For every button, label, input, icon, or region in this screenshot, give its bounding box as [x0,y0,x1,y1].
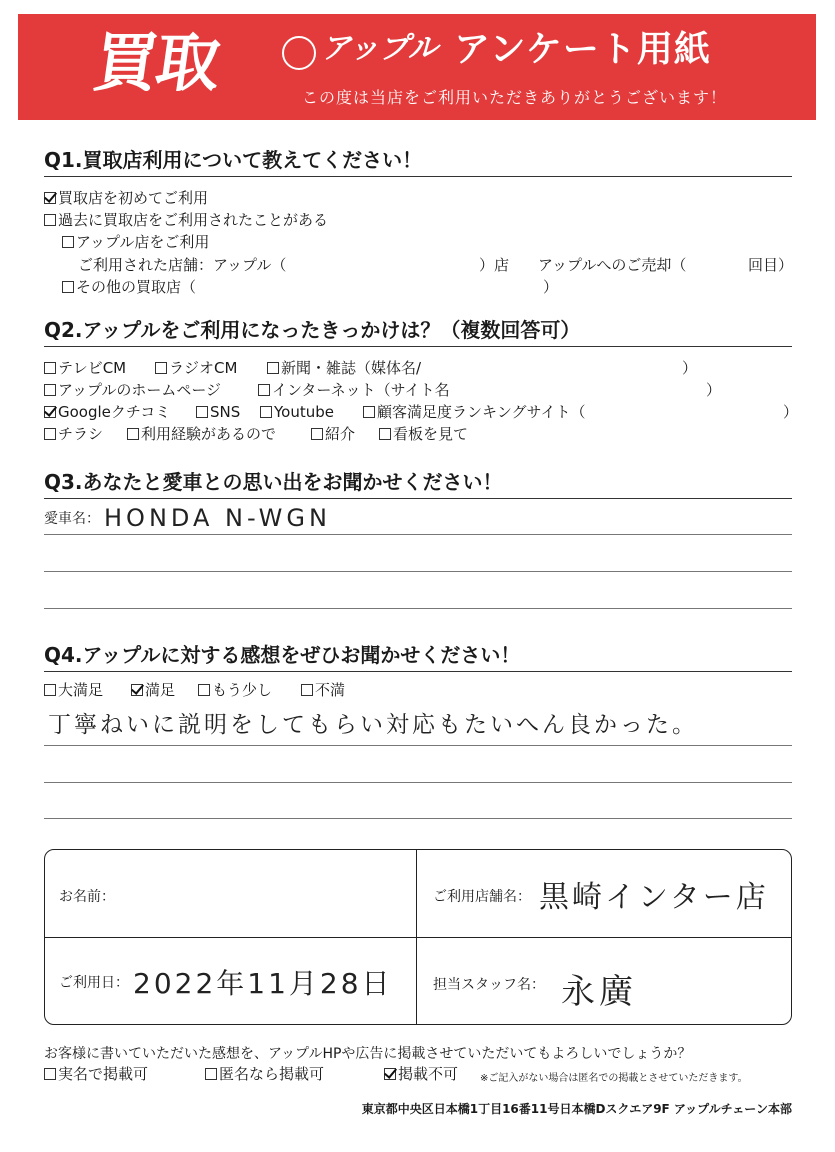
q2-internet-close: ） [706,381,722,399]
q2-option-radio[interactable]: ラジオCM [155,361,237,376]
staff-label: 担当スタッフ名： [433,977,545,993]
q2-ranking-checkbox[interactable] [363,406,375,418]
consent-option-anonymous[interactable]: 匿名なら掲載可 [205,1067,324,1082]
q2-option-homepage[interactable]: アップルのホームページ [44,383,221,398]
banner-logo-text: アップル [321,31,438,66]
q2-option-newspaper[interactable]: 新聞・雑誌（媒体名/ [267,361,421,376]
q2-newspaper-close: ） [682,359,698,377]
consent-anonymous-checkbox[interactable] [205,1068,217,1080]
q1-past-checkbox[interactable] [44,214,56,226]
q1-other-store-checkbox[interactable] [62,281,74,293]
header-banner [18,14,816,120]
banner-title: アンケート用紙 [454,29,711,70]
q2-option-internet[interactable]: インターネット（サイト名 [258,383,450,398]
q4-heading: Q4.アップルに対する感想をぜひお聞かせください！ [44,643,792,672]
consent-real-name-checkbox[interactable] [44,1068,56,1080]
q2-experience-checkbox[interactable] [127,428,139,440]
q4-a-little-more-checkbox[interactable] [198,684,210,696]
q1-option-other-store[interactable]: その他の買取店（ [62,280,196,295]
q1-other-store-close: ） [543,278,559,296]
banner-subtitle: この度は当店をご利用いただきありがとうございます！ [302,88,728,107]
q1-apple-store-checkbox[interactable] [62,236,74,248]
q3-heading: Q3.あなたと愛車との思い出をお聞かせください！ [44,470,792,499]
q2-sns-checkbox[interactable] [196,406,208,418]
consent-not-allowed-checkbox[interactable] [384,1068,396,1080]
info-divider-horizontal [45,937,791,938]
q2-option-referral[interactable]: 紹介 [311,427,355,442]
q4-comment[interactable]: 丁寧ねいに説明をしてもらい対応もたいへん良かった。 [48,712,698,738]
company-address: 東京都中央区日本橋1丁目16番11号日本橋Dスクエア9F アップルチェーン本部 [361,1102,792,1116]
q2-google-checkbox[interactable] [44,406,56,418]
q4-very-satisfied-checkbox[interactable] [44,684,56,696]
publish-consent-question: お客様に書いていただいた感想を、アップルHPや広告に掲載させていただいてもよろしいでしょうか？ [44,1046,692,1062]
q1-option-apple-store[interactable]: アップル店をご利用 [62,235,209,250]
q2-option-ranking[interactable]: 顧客満足度ランキングサイト（ [363,405,586,420]
q2-flyer-checkbox[interactable] [44,428,56,440]
staff-value[interactable]: 永廣 [561,972,637,1012]
q2-youtube-checkbox[interactable] [260,406,272,418]
q2-option-youtube[interactable]: Youtube [260,405,334,420]
q1-option-past[interactable]: 過去に買取店をご利用されたことがある [44,213,328,228]
q2-newspaper-checkbox[interactable] [267,362,279,374]
customer-info-box [44,849,792,1025]
q3-car-label: 愛車名： [44,511,100,527]
q2-option-tv[interactable]: テレビCM [44,361,126,376]
q1-first-time-checkbox[interactable] [44,192,56,204]
q2-signboard-checkbox[interactable] [379,428,391,440]
q4-option-a-little-more[interactable]: もう少し [198,683,272,698]
banner-kaitori-text: 買取 [88,27,224,101]
q4-answer-line-3 [44,818,792,819]
q2-option-google[interactable]: Googleクチコミ [44,405,170,420]
q2-internet-checkbox[interactable] [258,384,270,396]
q4-answer-line-2 [44,782,792,783]
q2-option-flyer[interactable]: チラシ [44,427,103,442]
q2-tv-checkbox[interactable] [44,362,56,374]
q2-radio-checkbox[interactable] [155,362,167,374]
q4-option-very-satisfied[interactable]: 大満足 [44,683,103,698]
q2-option-sns[interactable]: SNS [196,405,240,420]
q1-sales-count-suffix: 回目） [748,256,794,274]
name-label: お名前： [59,889,115,905]
q4-dissatisfied-checkbox[interactable] [301,684,313,696]
q2-ranking-close: ） [783,403,799,421]
q1-sales-count-prefix: アップルへのご売却（ [538,256,687,274]
store-value[interactable]: 黒崎インター店 [539,880,769,915]
q4-answer-line-1 [44,745,792,746]
q4-satisfied-checkbox[interactable] [131,684,143,696]
consent-option-not-allowed[interactable]: 掲載不可 [384,1067,458,1082]
q2-heading: Q2.アップルをご利用になったきっかけは？（複数回答可） [44,318,792,347]
q2-option-experience[interactable]: 利用経験があるので [127,427,276,442]
q1-store-used-suffix: ）店 [479,256,510,274]
q1-heading: Q1.買取店利用について教えてください！ [44,148,792,177]
q3-answer-line-1 [44,534,792,535]
q2-option-signboard[interactable]: 看板を見て [379,427,468,442]
consent-note: ※ご記入がない場合は匿名での掲載とさせていただきます。 [480,1073,748,1084]
q3-answer-line-2 [44,571,792,572]
q2-homepage-checkbox[interactable] [44,384,56,396]
date-label: ご利用日： [59,975,129,991]
q3-answer-line-3 [44,608,792,609]
consent-option-real-name[interactable]: 実名で掲載可 [44,1067,148,1082]
q3-car-name[interactable]: HONDA N-WGN [104,504,331,532]
date-value[interactable]: 2022年11月28日 [133,967,393,1000]
q4-option-dissatisfied[interactable]: 不満 [301,683,345,698]
apple-logo-icon [282,36,316,70]
q1-store-used-prefix: ご利用された店舗：アップル（ [78,256,287,274]
q4-option-satisfied[interactable]: 満足 [131,683,175,698]
q2-referral-checkbox[interactable] [311,428,323,440]
store-label: ご利用店舗名： [433,889,531,905]
q1-option-first-time[interactable]: 買取店を初めてご利用 [44,191,208,206]
